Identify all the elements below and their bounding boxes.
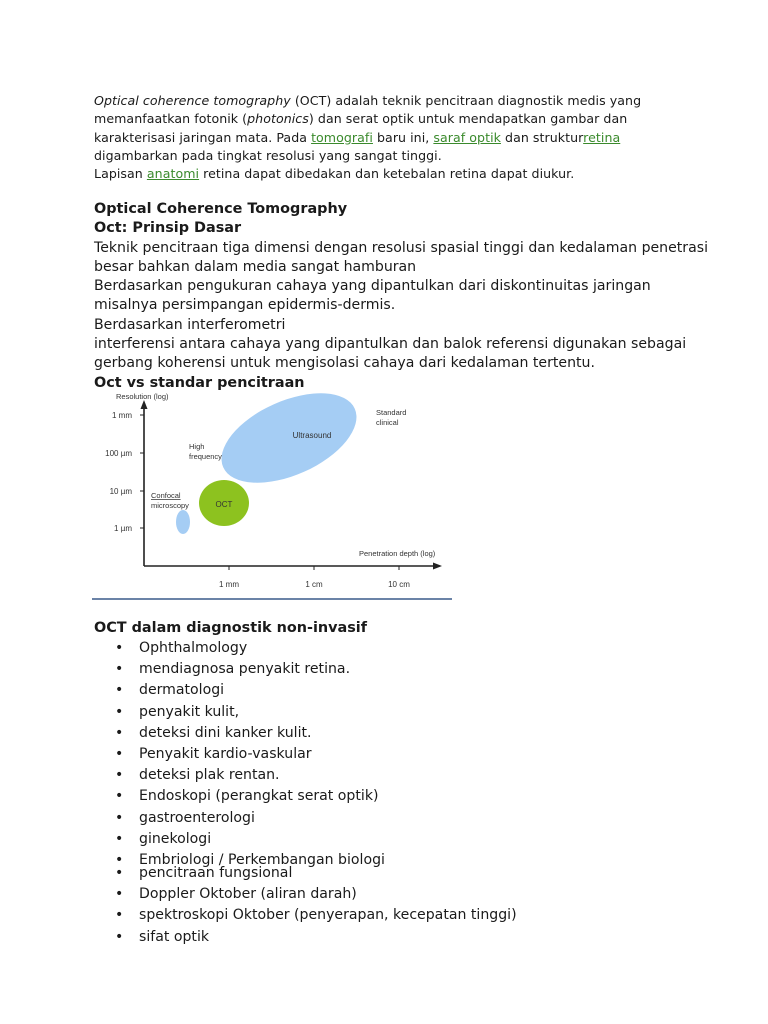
intro-text-4: ) dan serat optik untuk mendapatkan gambar dan karakterisasi jaringan mata. Pada (94, 111, 628, 145)
list-item: • Penyakit kardio-vaskular (94, 744, 714, 765)
list-item: • deteksi plak rentan. (94, 765, 714, 786)
list-item: • deteksi dini kanker kulit. (94, 723, 714, 744)
list-item: • mendiagnosa penyakit retina. (94, 659, 714, 680)
region-confocal (176, 510, 190, 534)
x-axis-label: Penetration depth (log) (359, 549, 436, 558)
intro-paragraph (94, 92, 694, 183)
x-tick-label: 1 mm (219, 580, 239, 589)
list-item: • spektroskopi Oktober (penyerapan, kecepatan tinggi) (94, 905, 714, 926)
comparison-chart-svg (92, 390, 452, 602)
label-clinical: clinical (376, 418, 399, 427)
intro-term: Optical coherence tomography (94, 93, 291, 108)
label-microscopy: microscopy (151, 501, 189, 510)
y-tick-label: 1 µm (114, 524, 132, 533)
heading-oct: Optical Coherence Tomography (94, 201, 348, 217)
list-item: • pencitraan fungsional (94, 863, 714, 884)
label-standard: Standard (376, 408, 407, 417)
list-item: • ginekologi (94, 829, 714, 850)
list-item: • gastroenterologi (94, 808, 714, 829)
intro-text-b (94, 165, 694, 183)
intro-text-5: baru ini, (372, 129, 434, 145)
intro-text-7: digambarkan pada tingkat resolusi yang sangat tinggi. (94, 147, 442, 163)
list-item: • Doppler Oktober (aliran darah) (94, 884, 714, 905)
label-frequency: frequency (189, 452, 222, 461)
intro-text-8: Lapisan (94, 166, 147, 182)
link-tomografi[interactable]: tomografi (311, 129, 373, 145)
heading-comparison: Oct vs standar pencitraan (94, 374, 305, 391)
section-principles (94, 200, 714, 393)
intro-text-2: (OCT) adalah teknik pencitraan diagnostik medis yang memanfaatkan fotonik ( (94, 93, 642, 127)
link-saraf-optik[interactable]: saraf optik (433, 129, 501, 145)
y-tick-label: 10 µm (109, 487, 132, 496)
x-axis-arrow (433, 563, 442, 570)
y-axis-arrow (141, 400, 148, 409)
intro-text-9: retina dapat dibedakan dan ketebalan retina dapat diukur. (199, 166, 575, 182)
list-item: • sifat optik (94, 927, 714, 948)
paragraph-1: Teknik pencitraan tiga dimensi dengan resolusi spasial tinggi dan kedalaman penetrasi besar bahkan dalam media sangat hamburan (94, 239, 708, 275)
label-confocal: Confocal (151, 491, 181, 500)
diagnostics-list (94, 638, 714, 871)
list-item: • Ophthalmology (94, 638, 714, 659)
comparison-chart (92, 390, 452, 602)
heading-principles: Oct: Prinsip Dasar (94, 220, 242, 237)
label-oct: OCT (215, 500, 233, 509)
y-axis-label: Resolution (log) (116, 392, 169, 401)
intro-text (94, 92, 694, 165)
section-diagnostics (94, 619, 714, 871)
link-retina[interactable]: retina (583, 129, 621, 145)
intro-text-6: dan struktur (500, 129, 584, 145)
paragraph-4: interferensi antara cahaya yang dipantulkan dan balok referensi digunakan sebagai gerbang koherensi untuk mengisolasi cahaya dari kedalaman tertentu. (94, 336, 687, 372)
y-tick-label: 1 mm (112, 411, 132, 420)
paragraph-3: Berdasarkan interferometri (94, 316, 286, 333)
list-item: • Endoskopi (perangkat serat optik) (94, 786, 714, 807)
list-item: • Embriologi / Perkembangan biologi (94, 850, 714, 871)
x-tick-label: 1 cm (305, 580, 323, 589)
label-high: High (189, 442, 205, 451)
functional-list (94, 863, 714, 948)
x-tick-label: 10 cm (388, 580, 410, 589)
section-functional (94, 863, 714, 948)
label-ultrasound: Ultrasound (292, 431, 332, 440)
intro-photonics: photonics (247, 111, 309, 127)
paragraph-2: Berdasarkan pengukuran cahaya yang dipantulkan dari diskontinuitas jaringan misalnya persimpangan epidermis-dermis. (94, 278, 651, 314)
y-tick-label: 100 µm (105, 449, 132, 458)
list-item: • dermatologi (94, 680, 714, 701)
link-anatomi[interactable]: anatomi (146, 166, 200, 182)
heading-diagnostics: OCT dalam diagnostik non-invasif (94, 620, 367, 636)
list-item: • penyakit kulit, (94, 702, 714, 723)
